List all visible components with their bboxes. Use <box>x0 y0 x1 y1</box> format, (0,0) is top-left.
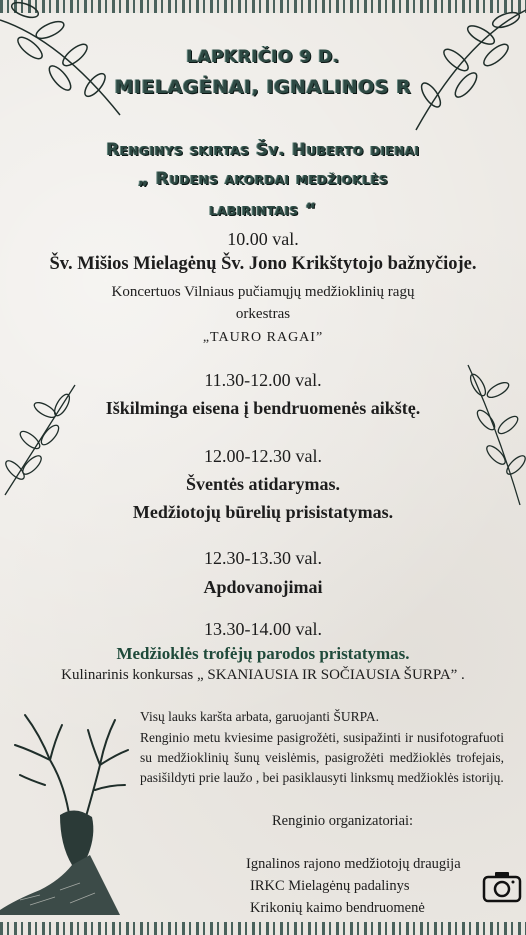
leaf-branch-icon <box>396 0 526 140</box>
schedule-event-1: Šv. Mišios Mielagėnų Šv. Jono Krikštytojo bažnyčioje. <box>49 254 477 274</box>
schedule-event-3b: Medžiotojų būrelių prisistatymas. <box>132 502 394 522</box>
schedule-time-5: 13.30-14.00 val. <box>204 619 322 639</box>
schedule-event-3a: Šventės atidarymas. <box>186 474 340 494</box>
schedule-detail-1a: Koncertuos Vilniaus pučiamųjų medžioklinių ragų <box>111 284 415 300</box>
schedule-time-4: 12.30-13.30 val. <box>204 548 322 568</box>
schedule-time-2: 11.30-12.00 val. <box>204 370 322 390</box>
schedule-event-5: Medžioklės trofėjų parodos pristatymas. <box>116 644 410 663</box>
event-title-line1: Renginys skirtas Šv. Huberto dienai <box>106 140 420 160</box>
bottom-border-ornament <box>0 922 526 935</box>
organizers-title: Renginio organizatoriai: <box>272 813 414 829</box>
deer-illustration <box>0 705 140 915</box>
organizer-item: IRKC Mielagėnų padalinys <box>250 878 410 894</box>
event-date: LAPKRIČIO 9 D. <box>186 47 340 67</box>
schedule-detail-1b: orkestras <box>235 306 291 322</box>
note-paragraph: Renginio metu kviesime pasigrožėti, susipažinti ir nusifotografuoti su medžioklinių šunų veislėmis, pasigrožėti medžioklės trofejais, pasišildyti prie laužo , bei pasiklausyti linksmų medžioklės istorijų. <box>140 730 504 785</box>
schedule-detail-1c: „TAURO RAGAI” <box>202 330 324 345</box>
event-title-line2: „ Rudens akordai medžioklės <box>137 169 389 189</box>
schedule-event-4: Apdovanojimai <box>203 577 323 597</box>
schedule-detail-5: Kulinarinis konkursas „ SKANIAUSIA IR SOČIAUSIA ŠURPA” . <box>61 667 465 683</box>
organizer-item: Krikonių kaimo bendruomenė <box>250 900 425 916</box>
schedule-time-1: 10.00 val. <box>227 229 299 249</box>
schedule-event-2: Iškilminga eisena į bendruomenės aikštę. <box>105 398 421 418</box>
event-place: MIELAGĖNAI, IGNALINOS R <box>114 76 412 98</box>
event-title-line3: labirintais “ <box>209 200 317 220</box>
camera-icon <box>482 868 522 904</box>
schedule-time-3: 12.00-12.30 val. <box>204 446 322 466</box>
organizer-item: Ignalinos rajono medžiotojų draugija <box>246 856 461 872</box>
note-line1: Visų lauks karšta arbata, garuojanti ŠURPA. <box>140 709 380 724</box>
